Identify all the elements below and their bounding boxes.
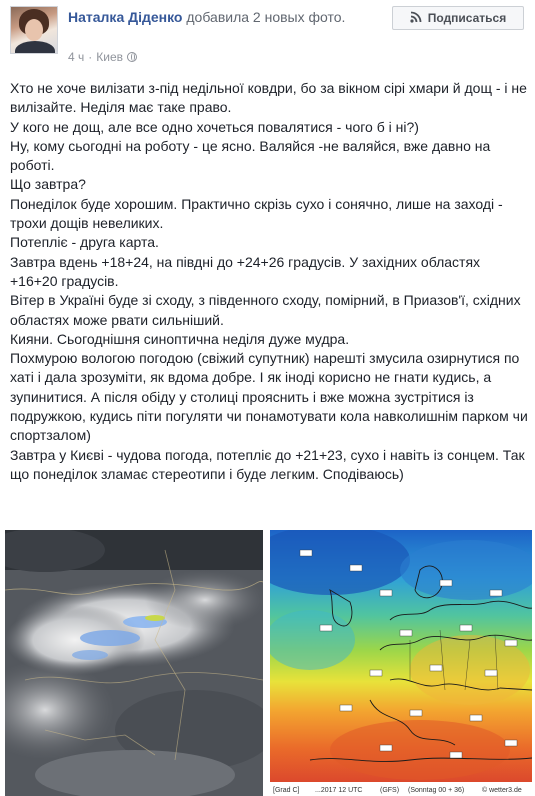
post-paragraph: Похмурою вологою погодою (свіжий супутник) нарешті змусила озирнутися по хаті і дала зрозуміти, як вдома добре. І як іноді корисно не гнати кудись, а зупинитися. А після обіду у столиці прояснить і вже можна зустрітися із подружкою, кудись піти погуляти чи понамотувати кола навколишнім парком чи спортзалом) [10, 350, 528, 444]
post-paragraph: Потепліє - друга карта. [10, 234, 159, 251]
meta-separator: · [88, 50, 93, 64]
post-action-text: добавила 2 новых фото. [186, 9, 346, 25]
map-footer-run: (Sonntag 00 + 36) [408, 787, 465, 794]
post-paragraph: Вітер в Україні буде зі сходу, з південного сходу, помірний, в Приазов'ї, східних областях може рвати сильніший. [10, 292, 521, 328]
avatar-face [25, 19, 43, 41]
map-footer-left: [Grad C] [273, 787, 300, 794]
satellite-photo[interactable] [5, 530, 263, 796]
map-footer-date: ...2017 12 UTC [315, 787, 363, 794]
photo-grid [0, 530, 535, 796]
post-time-link[interactable]: 4 ч [68, 50, 85, 64]
post-location[interactable]: Киев [96, 50, 124, 64]
post-paragraph: Кияни. Сьогоднішня синоптична неділя дуже мудра. [10, 330, 350, 347]
post-paragraph: У кого не дощ, але все одно хочеться повалятися - чого б і ні?) [10, 118, 419, 135]
temperature-map-photo[interactable] [270, 530, 532, 796]
author-line [68, 8, 378, 27]
avatar[interactable] [10, 6, 58, 54]
post-paragraph: Хто не хоче вилізати з-під недільної ковдри, бо за вікном сірі хмари й дощ - і не вилізайте. Неділя має таке право. [10, 80, 527, 116]
post-header [10, 6, 525, 66]
globe-icon [127, 52, 137, 62]
map-footer-right: © wetter3.de [482, 787, 522, 794]
post-paragraph: Ну, кому сьогодні на роботу - це ясно. Валяйся -не валяйся, вже давно на роботі. [10, 137, 491, 174]
post-meta [68, 50, 137, 64]
subscribe-label: Подписаться [427, 11, 507, 25]
subscribe-button[interactable] [392, 6, 524, 30]
post-paragraph: Понеділок буде хорошим. Практично скрізь сухо і сонячно, лише на заході - трохи дощів невеликих. [10, 195, 503, 232]
rss-icon [410, 11, 422, 25]
post-paragraph: Завтра вдень +18+24, на півдні до +24+26 градусів. У західних областях +16+20 градусів. [10, 253, 481, 289]
author-name-link[interactable]: Наталка Діденко [68, 9, 183, 25]
avatar-shoulders [15, 41, 55, 54]
map-footer-model: (GFS) [380, 787, 400, 794]
post-paragraph: Що завтра? [10, 176, 86, 193]
post-body [10, 79, 530, 484]
post-paragraph: Завтра у Києві - чудова погода, потепліє до +21+23, сухо і навіть із сонцем. Так що понеділок зламає стереотипи і буде легким. Сподіваюсь) [10, 446, 525, 482]
